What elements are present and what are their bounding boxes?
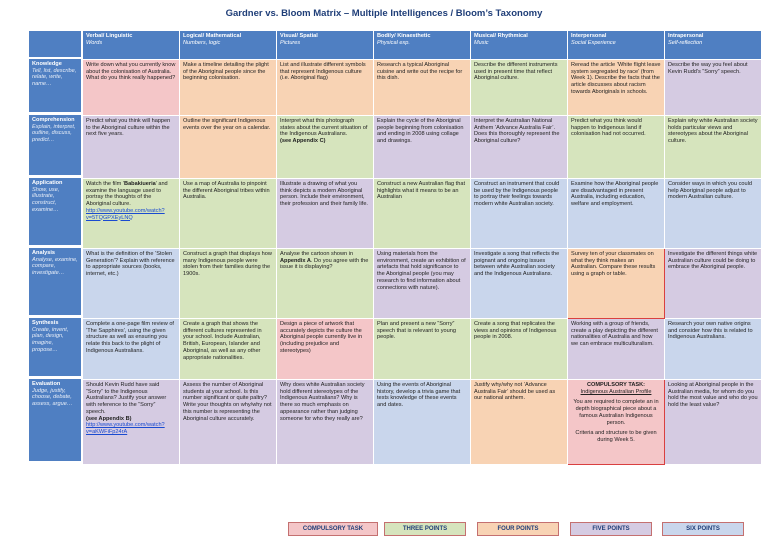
task-cell [277, 319, 374, 380]
task-cell [374, 249, 471, 319]
task-cell [277, 116, 374, 179]
legend-four-points: FOUR POINTS [477, 522, 559, 536]
task-cell [83, 249, 180, 319]
task-cell [374, 116, 471, 179]
corner-header [28, 30, 82, 58]
cell-text: ’ and examine the language used to portray the thoughts of the Aboriginal culture. [86, 181, 168, 208]
row-header-application [28, 177, 82, 246]
task-cell [665, 249, 762, 319]
task-cell [180, 116, 277, 179]
cell-text: Illustrate a drawing of what you think depicts a modern Aboriginal person. Include their environment, their profession and their family life. [280, 181, 368, 208]
cell-text: Outline the significant Indigenous events over the year on a calendar. [183, 118, 271, 131]
task-cell [83, 319, 180, 380]
task-cell [180, 319, 277, 380]
cell-text: Working with a group of friends, create a play depicting the different nationalities of Australia and how we can embrace multiculturalism. [571, 321, 658, 348]
task-cell [180, 380, 277, 465]
cell-text: Predict what you think would happen to Indigenous land if colonisation had not occurred. [571, 118, 646, 138]
cell-text-pre: Analyse the cartoon shown in [280, 251, 354, 257]
cell-text: List and illustrate different symbols that represent Indigenous culture (i.e. Aboriginal flag) [280, 62, 366, 82]
task-cell [665, 116, 762, 179]
task-cell [471, 60, 568, 116]
cell-text: Create a song that replicates the views and opinions of Indigenous people in 2008. [474, 321, 557, 341]
row-header-verbs: Tell, list, describe, relate, write, name… [32, 67, 77, 88]
cell-text: What is the definition of the ‘Stolen Generation’? Explain with reference to appropriate sources (books, internet, etc.) [86, 251, 175, 278]
task-cell [180, 179, 277, 249]
cell-text: Justify why/why not ‘Advance Australia Fair’ should be used as our national anthem. [474, 382, 556, 402]
row-header-verbs: Show, use, illustrate, construct, examine… [32, 186, 60, 213]
task-cell [374, 179, 471, 249]
task-cell [568, 60, 665, 116]
task-cell [83, 116, 180, 179]
cell-text: Reread the article ‘White flight leave system segregated by race’ (from Week 1). Describe the facts that the article discusses about racism towards Aboriginals in schools. [571, 62, 661, 95]
col-header-intrapersonal: Intrapersonal Self-reflection [665, 31, 762, 60]
task-cell [83, 60, 180, 116]
cell-text: Research a typical Aboriginal cuisine and write out the recipe for this dish. [377, 62, 463, 82]
appendix-reference: (see Appendix C) [280, 138, 326, 145]
cell-text: Interpret the Australian National Anthem ‘Advance Australia Fair’. Does this thoroughly represent the Aboriginal culture? [474, 118, 560, 145]
task-cell [471, 179, 568, 249]
task-cell [374, 319, 471, 380]
matrix-table [82, 30, 762, 465]
cell-text-bold: Babakiueria [124, 181, 156, 187]
col-header-logical: Logical/ Mathematical Numbers, logic [180, 31, 277, 60]
task-cell [665, 179, 762, 249]
cell-text: Explain why white Australian society holds particular views and stereotypes about the Aboriginal culture. [668, 118, 758, 145]
cell-text: Describe the different instruments used in present time that reflect Aboriginal culture. [474, 62, 558, 82]
cell-text: Should Kevin Rudd have said “Sorry” to the Indigenous Australians? Justify your answer with reference to the “Sorry” speech. [86, 382, 167, 415]
row-header-evaluation [28, 378, 82, 462]
cell-text: Consider ways in which you could help Aboriginal people adjust to modern Australian culture. [668, 181, 752, 201]
cell-text: Create a graph that shows the different cultures represented in your school. Include Australian, British, European, Islander and Aboriginal, as well as any other appropriate nationalities. [183, 321, 262, 361]
compulsory-cbody1: You are required to complete an in depth biographical piece about a famous Australian Indigenous person. [573, 399, 659, 426]
col-header-bodily: Bodily/ Kinaesthetic Physical exp. [374, 31, 471, 60]
cell-text: Design a piece of artwork that accurately depicts the culture the Aboriginal people currently live in (including prejudice and stereotypes) [280, 321, 363, 354]
task-cell [471, 116, 568, 179]
row-header-title: Synthesis [32, 320, 59, 326]
cell-text: Complete a one-page film review of ‘The Sapphires’, using the given structure as well as ensuring you relate this back to the plight of Indigenous Australians. [86, 321, 174, 354]
col-header-musical: Musical/ Rhythmical Music [471, 31, 568, 60]
cell-text: Survey ten of your classmates on what they think makes an Australian. Compare these results using a graph or table. [571, 251, 656, 278]
task-cell [83, 179, 180, 249]
row-header-comprehension [28, 114, 82, 176]
task-cell [277, 60, 374, 116]
cell-text: Using the events of Aboriginal history, develop a trivia game that tests knowledge of these events and dates. [377, 382, 461, 409]
row-header-title: Comprehension [32, 117, 75, 123]
cell-text: Why does white Australian society hold different stereotypes of the Indigenous Australians? Why is there so much emphasis on appearance rather than judging someone for who they really are? [280, 382, 365, 422]
cell-text: Investigate a song that reflects the poignant and ongoing issues between white Australian society and the Indigenous Australians. [474, 251, 560, 278]
task-cell [374, 380, 471, 465]
task-cell [180, 249, 277, 319]
legend [0, 522, 768, 536]
row-header-synthesis [28, 317, 82, 377]
cell-text: Plan and present a new “Sorry” speech that is relevant to young people. [377, 321, 456, 341]
task-cell [568, 249, 665, 319]
task-cell [374, 60, 471, 116]
video-link[interactable]: http://www.youtube.com/watch?v=aKWFiFp24rA [86, 422, 165, 435]
task-cell [277, 249, 374, 319]
cell-text: Research your own native origins and consider how this is related to Indigenous Australians. [668, 321, 753, 341]
row-header-verbs: Create, invent, plan, design, imagine, propose… [32, 326, 69, 353]
task-cell [665, 319, 762, 380]
row-header-title: Knowledge [32, 61, 62, 67]
matrix-row-evaluation [83, 380, 762, 465]
document-title: Gardner vs. Bloom Matrix – Multiple Intelligences / Bloom’s Taxonomy [225, 8, 543, 19]
row-header-verbs: Explain, interpret, outline, discuss, predict… [32, 123, 76, 144]
row-header-verbs: Judge, justify, choose, debate, assess, argue… [32, 387, 73, 408]
task-cell [665, 380, 762, 465]
task-cell [277, 380, 374, 465]
compulsory-ctitle: COMPULSORY TASK: [586, 382, 645, 388]
task-cell [277, 179, 374, 249]
task-cell [83, 380, 180, 465]
compulsory-cbody2: Criteria and structure to be given during Week 5. [575, 430, 657, 443]
task-cell [665, 60, 762, 116]
row-header-title: Analysis [32, 250, 56, 256]
appendix-reference: (see Appendix B) [86, 415, 132, 422]
cell-text-pre: Watch the film ‘ [86, 181, 125, 187]
task-cell [180, 60, 277, 116]
task-cell [471, 319, 568, 380]
task-cell [568, 380, 665, 465]
cell-text: Predict what you think will happen to the Aboriginal culture within the next five years. [86, 118, 171, 138]
legend-three-points: THREE POINTS [384, 522, 466, 536]
matrix-row-knowledge [83, 60, 762, 116]
matrix-row-application [83, 179, 762, 249]
video-link[interactable]: http://www.youtube.com/watch?v=5TQGPXEyLNQ [86, 207, 165, 221]
matrix-row-analysis [83, 249, 762, 319]
col-header-verbal: Verbal/ Linguistic Words [83, 31, 180, 60]
cell-text: Make a timeline detailing the plight of the Aboriginal people since the beginning colonisation. [183, 62, 269, 82]
cell-text: Construct a graph that displays how many Indigenous people were stolen from their families during the 1900s. [183, 251, 272, 278]
cell-text: Write down what you currently know about the colonisation of Australia. What do you think really happened? [86, 62, 176, 82]
task-cell [568, 179, 665, 249]
cell-text: Interpret what this photograph states about the current situation of the Indigenous Australians. [280, 118, 368, 138]
row-header-verbs: Analyse, examine, compare, investigate… [32, 256, 78, 277]
matrix-row-synthesis [83, 319, 762, 380]
cell-text: Using materials from the environment, create an exhibition of artefacts that hold significance to the Aboriginal people (you may research to find information about connections with nature). [377, 251, 466, 291]
header-row [83, 31, 762, 60]
row-header-knowledge [28, 58, 82, 113]
task-cell [568, 319, 665, 380]
task-cell [471, 249, 568, 319]
col-header-interpersonal: Interpersonal Social Experience [568, 31, 665, 60]
cell-text: Looking at Aboriginal people in the Australian media, for whom do you hold the most value and who do you hold the least value? [668, 382, 758, 409]
matrix-row-comprehension [83, 116, 762, 179]
task-cell [568, 116, 665, 179]
cell-text: Investigate the different things white Australian culture could be doing to embrace the Aboriginal people. [668, 251, 758, 271]
row-header-analysis [28, 247, 82, 316]
legend-compulsory-task: COMPULSORY TASK [288, 522, 378, 536]
cell-text: Examine how the Aboriginal people are disadvantaged in present Australia, including education, welfare and employment. [571, 181, 659, 208]
matrix-body [83, 60, 762, 465]
cell-text: . Do you agree with the issue it is displaying? [280, 257, 369, 271]
row-header-title: Evaluation [32, 381, 61, 387]
task-cell [471, 380, 568, 465]
cell-text: Construct a new Australian flag that highlights what it means to be an Australian [377, 181, 465, 201]
col-header-visual: Visual/ Spatial Pictures [277, 31, 374, 60]
cell-text: Describe the way you feel about Kevin Rudd’s “Sorry” speech. [668, 62, 748, 75]
cell-text: Assess the number of Aboriginal students at your school. Is this number significant or quite paltry? Write your thoughts on why/why not this number is representing the Aboriginal culture accurately. [183, 382, 272, 422]
compulsory-csub: Indigenous Australian Profile [580, 388, 652, 395]
legend-six-points: SIX POINTS [662, 522, 744, 536]
cell-text: Explain the cycle of the Aboriginal people beginning from colonisation and ending in 2008 using collage and drawings. [377, 118, 464, 145]
legend-five-points: FIVE POINTS [570, 522, 652, 536]
cell-text: Construct an instrument that could be used by the Indigenous people to portray their feelings towards modern white Australian society. [474, 181, 560, 208]
row-header-title: Application [32, 180, 63, 186]
cell-text: Use a map of Australia to pinpoint the different Aboriginal tribes within Australia. [183, 181, 270, 201]
cell-text-bold: Appendix A [280, 257, 311, 264]
